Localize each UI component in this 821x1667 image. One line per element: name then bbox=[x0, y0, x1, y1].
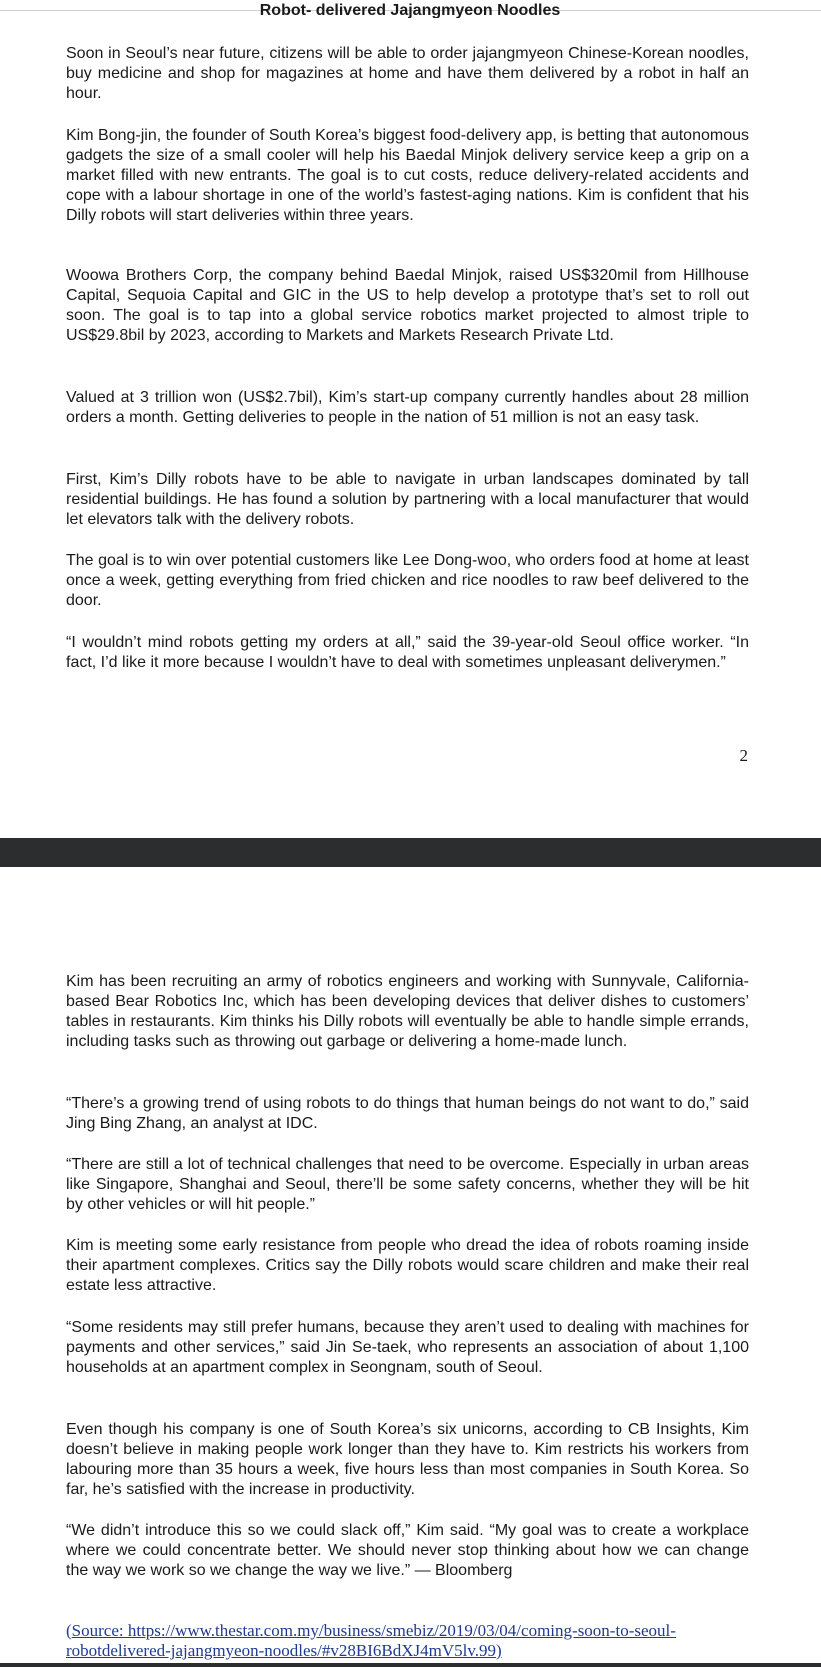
source-citation bbox=[66, 1621, 756, 1661]
page2-paragraph: Valued at 3 trillion won (US$2.7bil), Kim’s start-up company currently handles about 28 million orders a month. Getting deliveries to people in the nation of 51 million is not an easy task. bbox=[66, 389, 749, 426]
page3-paragraph: “Some residents may still prefer humans, because they aren’t used to dealing with machines for payments and other services,” said Jin Se-taek, who represents an association of about 1,100 households at an apartment complex in Seongnam, south of Seoul. bbox=[66, 1319, 749, 1376]
page2-paragraph: Kim Bong-jin, the founder of South Korea’s biggest food-delivery app, is betting that autonomous gadgets the size of a small cooler will help his Baedal Minjok delivery service keep a grip on a market filled with new entrants. The goal is to cut costs, reduce delivery-related accidents and cope with a labour shortage in one of the world’s fastest-aging nations. Kim is confident that his Dilly robots will start deliveries within three years. bbox=[66, 127, 749, 224]
source-open-paren: ( bbox=[66, 1621, 72, 1640]
page3-paragraph: “There are still a lot of technical challenges that need to be overcome. Especially in urban areas like Singapore, Shanghai and Seoul, there’ll be some safety concerns, whether they will be hit by other vehicles or will hit people.” bbox=[66, 1156, 749, 1213]
page2-paragraph: Woowa Brothers Corp, the company behind Baedal Minjok, raised US$320mil from Hillhouse Capital, Sequoia Capital and GIC in the US to help develop a prototype that’s set to roll out soon. The goal is to tap into a global service robotics market projected to almost triple to US$29.8bil by 2023, according to Markets and Markets Research Private Ltd. bbox=[66, 267, 749, 344]
source-link[interactable]: Source: https://www.thestar.com.my/business/smebiz/2019/03/04/coming-soon-to-seoul-robotdelivered-jajangmyeon-noodles/#v28BI6BdXJ4mV5lv.99) bbox=[66, 1621, 676, 1660]
page3-paragraph: Even though his company is one of South Korea’s six unicorns, according to CB Insights, Kim doesn’t believe in making people work longer than they have to. Kim restricts his workers from labouring more than 35 hours a week, five hours less than most companies in South Korea. So far, he’s satisfied with the increase in productivity. bbox=[66, 1421, 749, 1498]
page-number: 2 bbox=[739, 746, 748, 765]
page2-paragraph: The goal is to win over potential customers like Lee Dong-woo, who orders food at home at least once a week, getting everything from fried chicken and rice noodles to raw beef delivered to the door. bbox=[66, 552, 749, 609]
page2-paragraph: “I wouldn’t mind robots getting my orders at all,” said the 39-year-old Seoul office worker. “In fact, I’d like it more because I wouldn’t have to deal with sometimes unpleasant deliverymen.” bbox=[66, 634, 749, 671]
page-title: Robot- delivered Jajangmyeon Noodles bbox=[259, 2, 561, 18]
page2-paragraph: First, Kim’s Dilly robots have to be able to navigate in urban landscapes dominated by tall residential buildings. He has found a solution by partnering with a local manufacturer that would let elevators talk with the delivery robots. bbox=[66, 471, 749, 528]
bottom-rule bbox=[0, 1663, 821, 1667]
page3-paragraph: “We didn’t introduce this so we could slack off,” Kim said. “My goal was to create a workplace where we could concentrate better. We should never stop thinking about how we can change the way we work so we change the way we live.” — Bloomberg bbox=[66, 1522, 749, 1579]
page3-paragraph: “There’s a growing trend of using robots to do things that human beings do not want to do,” said Jing Bing Zhang, an analyst at IDC. bbox=[66, 1095, 749, 1132]
page-separator bbox=[0, 838, 821, 867]
page2-paragraph: Soon in Seoul’s near future, citizens will be able to order jajangmyeon Chinese-Korean noodles, buy medicine and shop for magazines at home and have them delivered by a robot in half an hour. bbox=[66, 45, 749, 102]
page3-paragraph: Kim has been recruiting an army of robotics engineers and working with Sunnyvale, California-based Bear Robotics Inc, which has been developing devices that deliver dishes to customers’ tables in restaurants. Kim thinks his Dilly robots will eventually be able to handle simple errands, including tasks such as throwing out garbage or delivering a home-made lunch. bbox=[66, 973, 749, 1050]
page3-paragraph: Kim is meeting some early resistance from people who dread the idea of robots roaming inside their apartment complexes. Critics say the Dilly robots would scare children and make their real estate less attractive. bbox=[66, 1237, 749, 1294]
